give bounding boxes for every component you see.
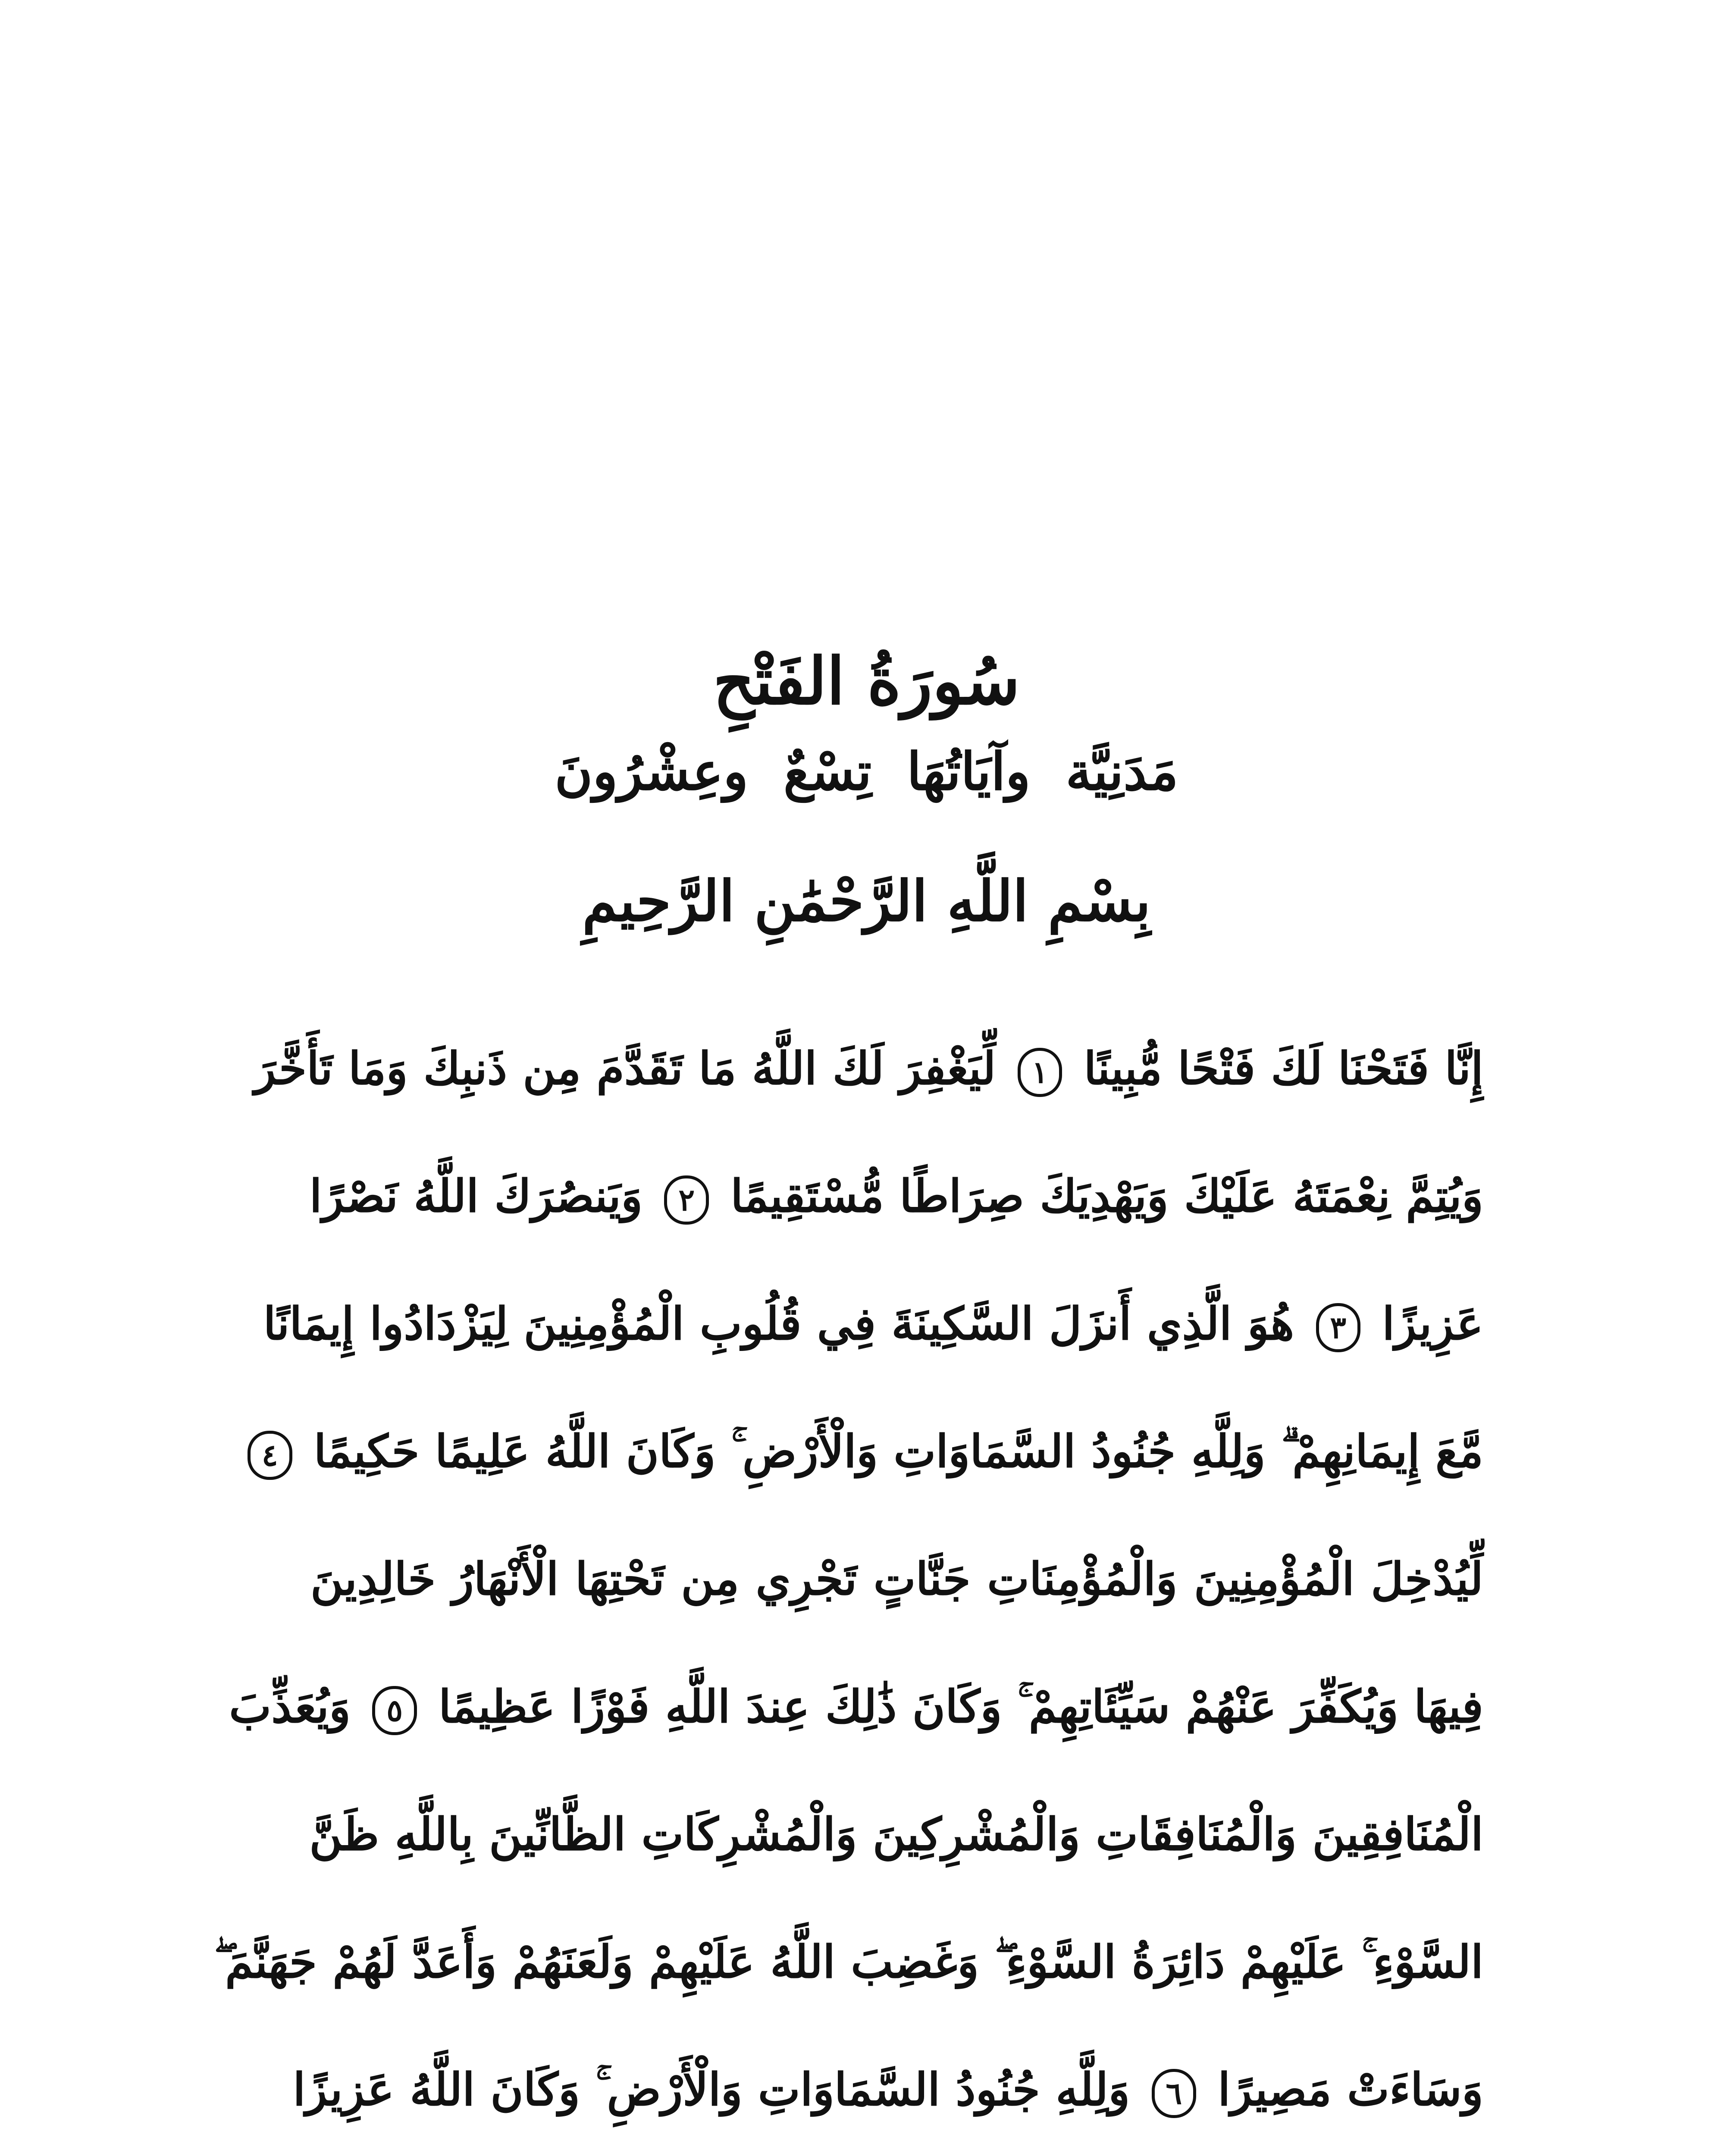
basmala: بِسْمِ اللَّهِ الرَّحْمَٰنِ الرَّحِيمِ xyxy=(582,868,1151,934)
verse-text: مَّعَ إِيمَانِهِمْ ۗ وَلِلَّهِ جُنُودُ السَّمَاوَاتِ وَالْأَرْضِ ۚ وَكَانَ اللَّهُ عَلِيمًا حَكِيمًا xyxy=(313,1425,1483,1478)
quran-text-block xyxy=(214,1005,1483,2153)
text-line xyxy=(263,1260,1483,1388)
verse-text: هُوَ الَّذِي أَنزَلَ السَّكِينَةَ فِي قُلُوبِ الْمُؤْمِنِينَ لِيَزْدَادُوا إِيمَانًا xyxy=(263,1297,1294,1350)
text-line xyxy=(261,1388,1483,1515)
verse-text: لِّيَغْفِرَ لَكَ اللَّهُ مَا تَقَدَّمَ مِن ذَنبِكَ وَمَا تَأَخَّرَ xyxy=(254,1042,996,1095)
ayah-number-marker: ٦ xyxy=(1152,2069,1197,2118)
text-line xyxy=(254,1005,1483,1132)
text-line xyxy=(229,1643,1483,1771)
verse-text: إِنَّا فَتَحْنَا لَكَ فَتْحًا مُّبِينًا xyxy=(1084,1042,1483,1095)
ayah-number-marker: ٢ xyxy=(664,1175,709,1225)
ayah-number-marker: ٤ xyxy=(248,1431,292,1480)
verse-text: وَيَنصُرَكَ اللَّهُ نَصْرًا xyxy=(309,1169,643,1222)
verse-text: لِّيُدْخِلَ الْمُؤْمِنِينَ وَالْمُؤْمِنَاتِ جَنَّاتٍ تَجْرِي مِن تَحْتِهَا الْأَنْهَارُ خَالِدِينَ xyxy=(310,1552,1483,1605)
text-line xyxy=(214,1898,1483,2026)
surah-subtitle: مَدَنِيَّة وآيَاتُهَا تِسْعٌ وعِشْرُونَ xyxy=(555,741,1178,802)
verse-text: وَيُتِمَّ نِعْمَتَهُ عَلَيْكَ وَيَهْدِيَكَ صِرَاطًا مُّسْتَقِيمًا xyxy=(730,1169,1483,1222)
text-line xyxy=(310,1132,1483,1260)
text-line xyxy=(293,2026,1483,2153)
surah-title: سُورَةُ الفَتْحِ xyxy=(713,643,1020,719)
text-line xyxy=(310,1515,1483,1643)
verse-text: السَّوْءِ ۚ عَلَيْهِمْ دَائِرَةُ السَّوْءِ ۖ وَغَضِبَ اللَّهُ عَلَيْهِمْ وَلَعَنَهُمْ وَأَعَدَّ لَهُمْ جَهَنَّمَ ۖ xyxy=(214,1935,1483,1988)
verse-text: عَزِيزًا xyxy=(1382,1297,1483,1350)
verse-text: وَلِلَّهِ جُنُودُ السَّمَاوَاتِ وَالْأَرْضِ ۚ وَكَانَ اللَّهُ عَزِيزًا xyxy=(293,2063,1130,2116)
verse-text: فِيهَا وَيُكَفِّرَ عَنْهُمْ سَيِّئَاتِهِمْ ۚ وَكَانَ ذَٰلِكَ عِندَ اللَّهِ فَوْزًا عَظِيمًا xyxy=(439,1680,1483,1733)
verse-text: وَيُعَذِّبَ xyxy=(229,1680,351,1733)
ayah-number-marker: ٥ xyxy=(372,1686,417,1735)
verse-text: الْمُنَافِقِينَ وَالْمُنَافِقَاتِ وَالْمُشْرِكِينَ وَالْمُشْرِكَاتِ الظَّانِّينَ بِاللَّهِ ظَنَّ xyxy=(309,1808,1483,1861)
ayah-number-marker: ٣ xyxy=(1316,1303,1361,1352)
ayah-number-marker: ١ xyxy=(1018,1048,1062,1097)
text-line xyxy=(310,1771,1483,1898)
verse-text: وَسَاءَتْ مَصِيرًا xyxy=(1218,2063,1483,2116)
